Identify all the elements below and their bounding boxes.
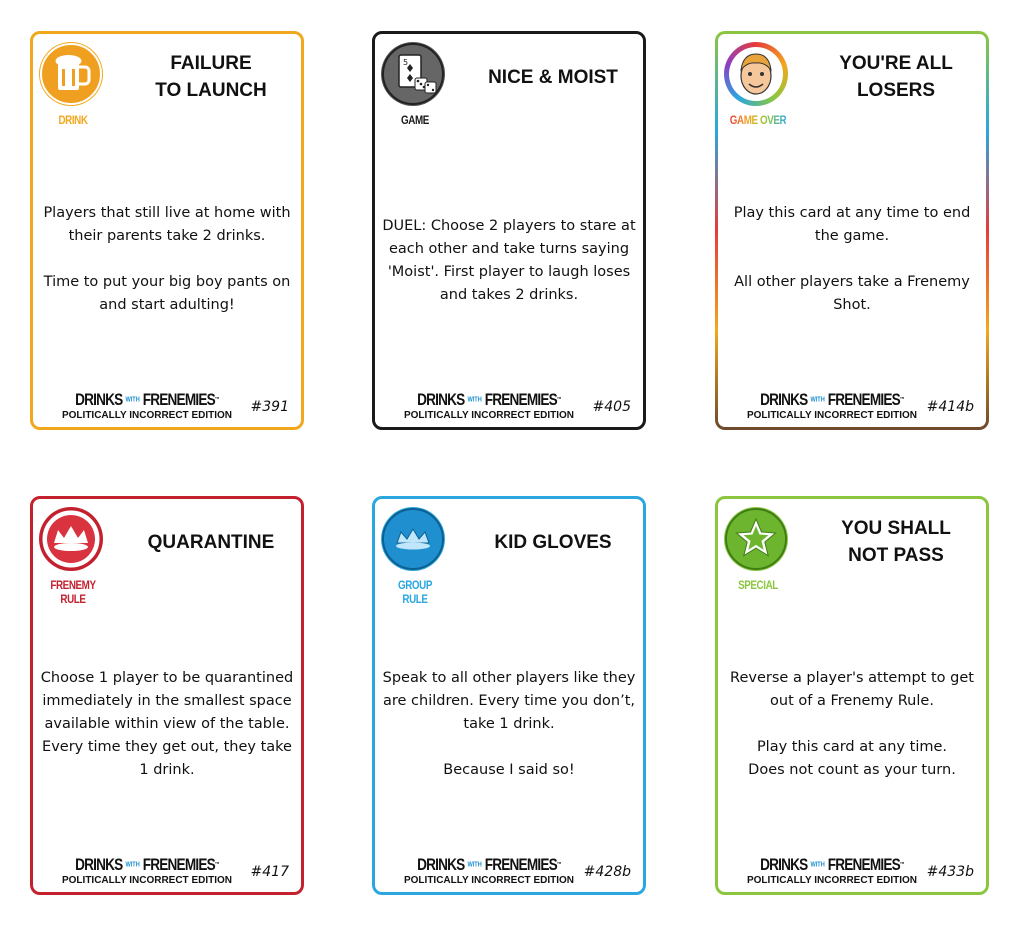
card-number: #405 xyxy=(592,399,631,415)
star-icon xyxy=(724,507,788,571)
card-category: FRENEMY RULE xyxy=(50,578,96,606)
card-category: GAME OVER xyxy=(729,113,787,127)
red-crown-icon xyxy=(39,507,103,571)
brand-logo: DRINKS WITH FRENEMIES™ POLITICALLY INCORRECT EDITION xyxy=(47,856,247,887)
card-body: Choose 1 player to be quarantined immediately in the smallest space available within view of the table. Every time they get out, they take 1 drink. xyxy=(40,670,294,778)
brand-logo: DRINKS WITH FRENEMIES™ POLITICALLY INCORRECT EDITION xyxy=(732,391,932,422)
card-title: YOU SHALL NOT PASS xyxy=(841,518,951,566)
beer-mug-icon xyxy=(39,42,103,106)
edition-label: POLITICALLY INCORRECT EDITION xyxy=(403,875,574,886)
card-title: YOU'RE ALL LOSERS xyxy=(839,53,953,101)
card-number: #414b xyxy=(926,399,974,415)
card-title: QUARANTINE xyxy=(147,532,275,553)
brand-logo: DRINKS WITH FRENEMIES™ POLITICALLY INCORRECT EDITION xyxy=(732,856,932,887)
card-you-shall-not-pass xyxy=(715,496,989,895)
blue-crown-icon xyxy=(381,507,445,571)
cartoon-face-icon xyxy=(724,42,788,106)
edition-label: POLITICALLY INCORRECT EDITION xyxy=(403,410,574,421)
card-body: Players that still live at home with their parents take 2 drinks. Time to put your big boy pants on and start adulting! xyxy=(43,205,291,313)
card-title: NICE & MOIST xyxy=(488,67,618,88)
card-body: Play this card at any time to end the game. All other players take a Frenemy Shot. xyxy=(733,205,971,313)
card-title: FAILURE TO LAUNCH xyxy=(155,53,267,101)
card-youre-all-losers xyxy=(715,31,989,430)
playing-card-dice-icon xyxy=(381,42,445,106)
card-title: KID GLOVES xyxy=(494,532,612,553)
card-number: #391 xyxy=(250,399,289,415)
card-number: #433b xyxy=(926,864,974,880)
brand-logo: DRINKS WITH FRENEMIES™ POLITICALLY INCORRECT EDITION xyxy=(47,391,247,422)
card-category: GROUP RULE xyxy=(397,578,433,606)
card-kid-gloves xyxy=(372,496,646,895)
card-failure-to-launch xyxy=(30,31,304,430)
card-quarantine xyxy=(30,496,304,895)
card-number: #428b xyxy=(583,864,631,880)
card-body: DUEL: Choose 2 players to stare at each other and take turns saying 'Moist'. First player to laugh loses and takes 2 drinks. xyxy=(382,218,636,303)
edition-label: POLITICALLY INCORRECT EDITION xyxy=(61,410,232,421)
card-category: DRINK xyxy=(58,113,88,127)
edition-label: POLITICALLY INCORRECT EDITION xyxy=(61,875,232,886)
svg-text:5: 5 xyxy=(403,58,409,67)
card-body: Speak to all other players like they are children. Every time you don’t, take 1 drink. Because I said so! xyxy=(382,670,636,778)
edition-label: POLITICALLY INCORRECT EDITION xyxy=(746,875,917,886)
card-category: SPECIAL xyxy=(738,578,778,592)
card-body: Reverse a player's attempt to get out of a Frenemy Rule. Play this card at any time. Does not count as your turn. xyxy=(730,670,974,778)
card-nice-and-moist xyxy=(372,31,646,430)
brand-logo: DRINKS WITH FRENEMIES™ POLITICALLY INCORRECT EDITION xyxy=(389,391,589,422)
brand-logo: DRINKS WITH FRENEMIES™ POLITICALLY INCORRECT EDITION xyxy=(389,856,589,887)
card-number: #417 xyxy=(250,864,289,880)
card-category: GAME xyxy=(401,113,429,127)
edition-label: POLITICALLY INCORRECT EDITION xyxy=(746,410,917,421)
